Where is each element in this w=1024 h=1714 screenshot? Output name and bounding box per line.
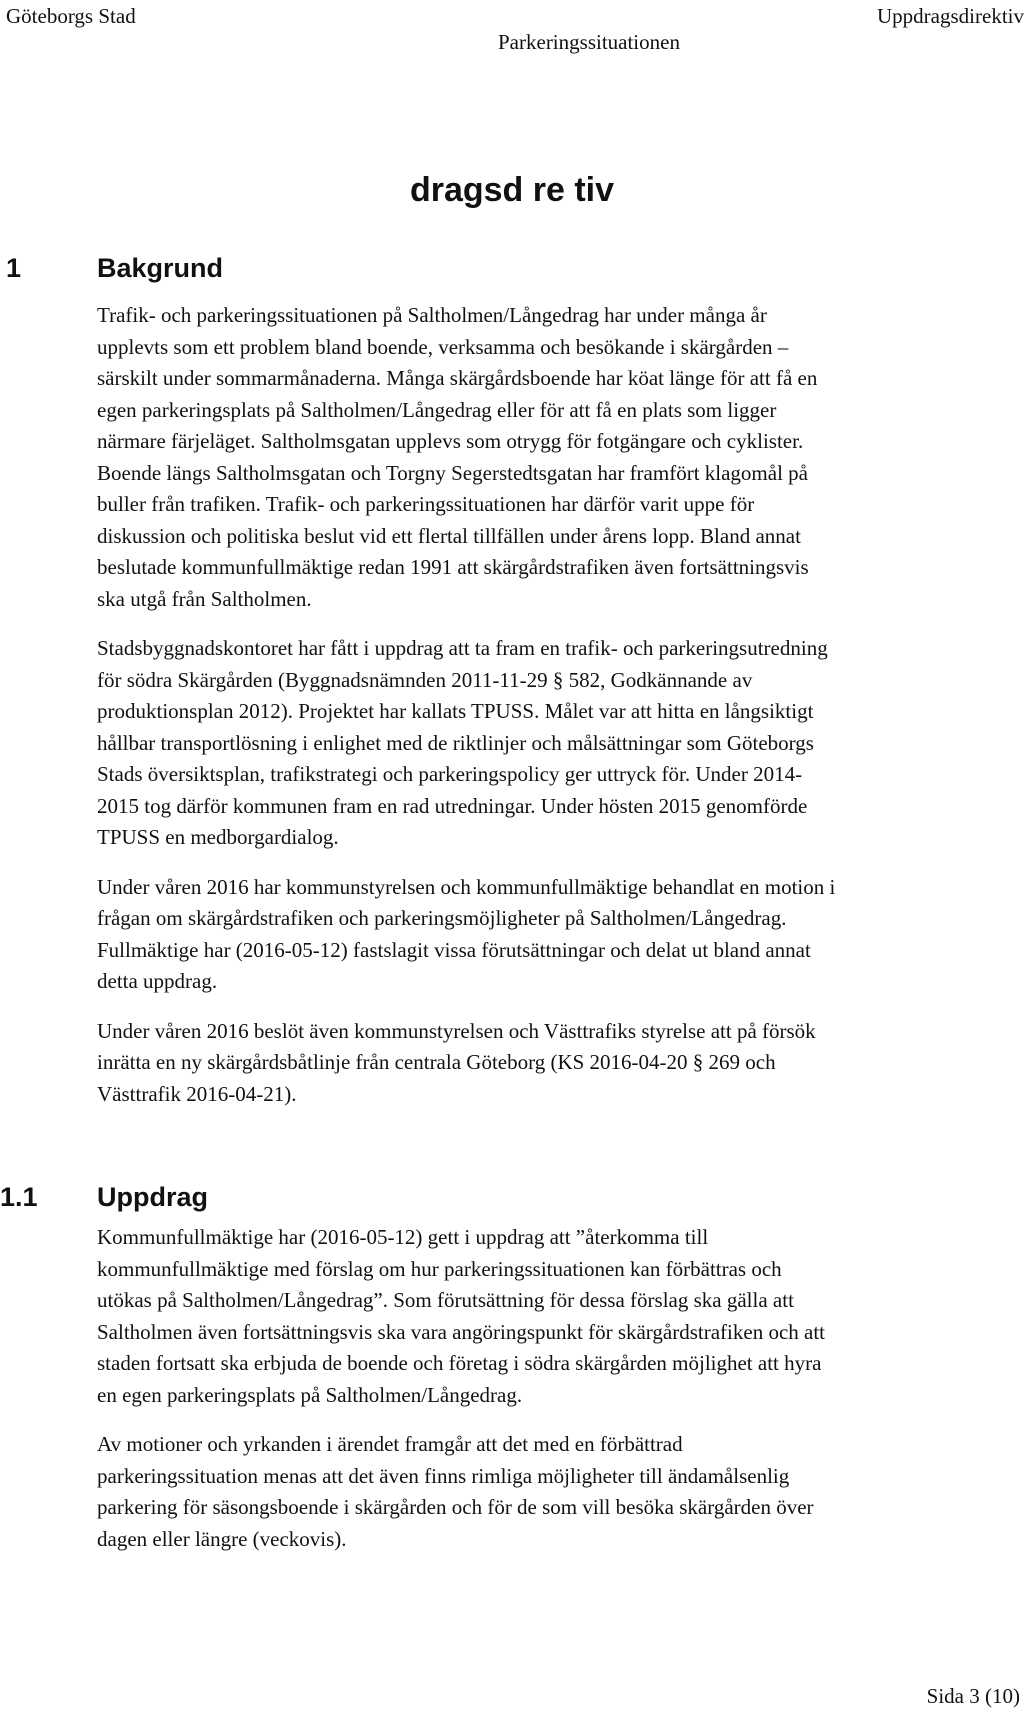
header-subject: Parkeringssituationen [498,30,680,54]
text-line: beslutade kommunfullmäktige redan 1991 att skärgårdstrafiken även fortsättningsvis [97,555,809,579]
text-line: Stads översiktsplan, trafikstrategi och parkeringspolicy ger uttryck för. Under 2014- [97,762,803,786]
text-line: Boende längs Saltholmsgatan och Torgny Segerstedtsgatan har framfört klagomål på [97,460,808,485]
text-line: kommunfullmäktige med förslag om hur parkeringssituationen kan förbättras och [97,1256,782,1281]
text-line: TPUSS en medborgardialog. [97,825,339,849]
text-line: inrätta en ny skärgårdsbåtlinje från centrala Göteborg (KS 2016-04-20 § 269 och [97,1050,776,1074]
text-line: ska utgå från Saltholmen. [97,586,312,611]
section-heading-uppdrag: Uppdrag [97,1182,208,1212]
text-line: Av motioner och yrkanden i ärendet framgår att det med en förbättrad [97,1432,683,1456]
page-number: Sida 3 (10) [926,1684,1020,1708]
text-line: parkering för säsongsboende i skärgården och för de som vill besöka skärgården över [97,1495,814,1519]
text-line: parkeringssituation menas att det även finns rimliga möjligheter till ändamålsenlig [97,1463,790,1488]
document-title: dragsd re tiv [409,171,615,209]
text-line: Västtrafik 2016-04-21). [97,1081,297,1106]
section-body-bakgrund [97,300,1003,1128]
text-line: staden fortsatt ska erbjuda de boende och företag i södra skärgården möjlighet att hyra [97,1351,822,1375]
text-line: närmare färjeläget. Saltholmsgatan upplevs som otrygg för fotgängare och cyklister. [97,429,804,453]
header-organization: Göteborgs Stad [6,4,136,28]
text-line: produktionsplan 2012). Projektet har kallats TPUSS. Målet var att hitta en långsiktigt [97,699,814,723]
paragraph [97,633,1003,854]
text-line: diskussion och politiska beslut vid ett flertal tillfällen under årens lopp. Bland annat [97,523,801,548]
paragraph [97,1016,1003,1111]
paragraph [97,1429,1003,1555]
text-line: särskilt under sommarmånaderna. Många skärgårdsboende har köat länge för att få en [97,366,818,390]
text-line: utökas på Saltholmen/Långedrag”. Som förutsättning för dessa förslag ska gälla att [97,1288,794,1312]
text-line: Kommunfullmäktige har (2016-05-12) gett i uppdrag att ”återkomma till [97,1225,709,1249]
text-line: Fullmäktige har (2016-05-12) fastslagit vissa förutsättningar och delat ut bland annat [97,937,811,962]
text-line: Stadsbyggnadskontoret har fått i uppdrag att ta fram en trafik- och parkeringsutredning [97,636,828,660]
section-heading-bakgrund: Bakgrund [97,253,224,283]
text-line: en egen parkeringsplats på Saltholmen/Långedrag. [97,1382,523,1407]
text-line: dagen eller längre (veckovis). [97,1526,347,1551]
paragraph [97,300,1003,615]
text-line: Under våren 2016 beslöt även kommunstyrelsen och Västtrafiks styrelse att på försök [97,1018,816,1043]
paragraph [97,872,1003,998]
text-line: för södra Skärgården (Byggnadsnämnden 2011-11-29 § 582, Godkännande av [97,667,753,692]
text-line: frågan om skärgårdstrafiken och parkeringsmöjligheter på Saltholmen/Långedrag. [97,906,787,930]
section-number: 1 [6,253,22,283]
text-line: hållbar transportlösning i enlighet med de riktlinjer och målsättningar som Göteborgs [97,730,814,755]
text-line: egen parkeringsplats på Saltholmen/Långedrag eller för att få en plats som ligger [97,397,777,422]
text-line: buller från trafiken. Trafik- och parkeringssituationen har därför varit uppe för [97,492,755,516]
paragraph [97,1222,1003,1411]
text-line: Trafik- och parkeringssituationen på Saltholmen/Långedrag har under många år [97,303,767,327]
header-document-type: Uppdragsdirektiv [877,4,1024,28]
text-line: 2015 tog därför kommunen fram en rad utredningar. Under hösten 2015 genomförde [97,793,808,818]
section-body-uppdrag [97,1222,1003,1573]
text-line: upplevts som ett problem bland boende, verksamma och besökande i skärgården – [97,334,789,359]
text-line: Under våren 2016 har kommunstyrelsen och kommunfullmäktige behandlat en motion i [97,874,836,899]
text-line: Saltholmen även fortsättningsvis ska vara angöringspunkt för skärgårdstrafiken och att [97,1319,826,1344]
section-number: 1.1 [0,1182,38,1212]
text-line: detta uppdrag. [97,969,218,993]
